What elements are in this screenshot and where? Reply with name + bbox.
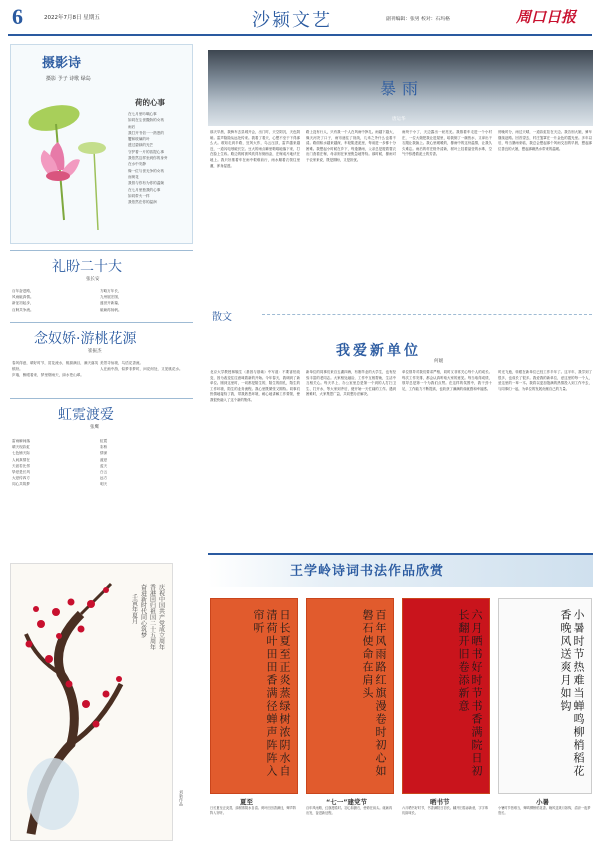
verse-line: 百年奋进路， [12, 289, 34, 293]
calligraphy-work-3 [402, 598, 490, 794]
poem-line: 如同在尘世撒娇的女孩 [128, 118, 164, 123]
poem-line: 雨后 [128, 124, 136, 129]
poem-line: 像一位与世无争的女孩 [128, 168, 164, 173]
poem-author-3: 张鹰 [90, 425, 99, 430]
poem-line: 我依然在你的温润 [128, 200, 157, 205]
essay-col-1: 北京大学教授林毓生《基因与基础》中写道：不要害怕改变，因为改变往往意味着新的开始。今年春天，我调到了新单位。刚到这里时，一切都是陌生的，陌生的面孔，陌生的工作环境，陌生的业务流程。我心里既紧张又期待。同事们热情地接待了我，带我熟悉环境，耐心地讲解工作要领，使我很快融入了这个新的集体。 [210, 370, 300, 402]
verse-line: 晴天现彩虹 [12, 445, 30, 450]
verse-line: 情深 [100, 451, 108, 456]
verse-line: 美景寻仙境，鸟语花香流。 [100, 361, 144, 365]
poem-title-3: 虹霓渡爱 [58, 407, 114, 423]
verse-line: 远方 [100, 476, 108, 481]
storm-col-4: 傍晚时分，雨过天晴，一道彩虹挂在天边。我告别大娘，骑车继续赶路。回首望去，村庄笼罩在一片金色的霞光里。多年以后，每当暴雨来临，我总会想起那个风雨交加的早晨，想起那位善良的大娘，想起那碗热水带来的温暖。 [498, 130, 592, 151]
calligraphy-work-1 [210, 598, 298, 794]
verse-line: 同心共筑梦 [12, 482, 30, 487]
calligraphy-caption-2: 百年风雨路，红旗漫卷时。初心如磐石，使命在肩头。砥砺再出发，奋进新征程。 [306, 806, 393, 815]
essay-col-4: 时光飞逝，转眼在新单位已经工作半年了。这半年，我学到了很多，也成长了很多。我爱我的新单位，爱这里的每一个人，爱这里的一草一木。我将以更加饱满的热情投入到工作中去，与同事们一起，为单位的发展贡献自己的力量。 [498, 370, 592, 391]
poem-line: 守护着一片的菩提心事 [128, 149, 164, 154]
editor-credit: 副刊编辑：张男 校对：石玛格 [386, 17, 450, 22]
calligraphy-work-4 [498, 598, 592, 794]
verse-line: 新征初起步， [12, 301, 34, 306]
poem-verses-3 [12, 438, 192, 488]
svg-text:壬寅年夏月: 壬寅年夏月 [130, 594, 138, 624]
verse-line: 人间真情在 [12, 457, 30, 462]
verse-line: 砥砺再扬帆。 [100, 307, 122, 312]
storm-title: 暴雨 [380, 79, 425, 98]
verse-line: 方略万年长， [100, 289, 122, 293]
poem-title-1: 礼盼二十大 [52, 259, 122, 275]
storm-col-3: 雨终于小了，天边露出一丝亮光。我推着车走进一个小村庄，一位大娘把我让进屋里，给我倒了一碗热水，又拿出干衣服让我换上。我心里暖暖的，暴雨中的这份温情，让我久久难忘。雨后的村庄格外清新，树叶上挂着晶莹的水珠，空气中弥漫着泥土的芳香。 [402, 130, 492, 157]
verse-line: 虹霓 [100, 439, 108, 443]
poem-title-2: 念奴娇·游桃花源 [34, 331, 137, 347]
poem-body [128, 111, 190, 205]
verse-line: 七色铺天际 [12, 451, 30, 456]
calligraphy-glyphs-1: 日长夏至正炎蒸绿树浓阴水自清荷叶田田香满径蝉声阵阵入帘听 [252, 609, 291, 778]
verse-line: 天涯若比邻 [12, 463, 30, 468]
svg-text:香港回归祖国二十五周年: 香港回归祖国二十五周年 [148, 584, 156, 650]
poem-line: 我依然这样坐到你的身旁 [128, 156, 168, 161]
storm-author: 唐运华 [392, 117, 406, 122]
verse-line: 庐墙，醉眼看来，梦里烟雨天，绿水苍山翠。 [12, 373, 84, 378]
essay-col-2: 新单位的同事们来自五湖四海，有刚毕业的大学生，也有经验丰富的老同志。大家相处融洽，工作中互相帮助，生活中互相关心。每天早上，办公室里总是第一个到的人打扫卫生、打开水，等大家到齐后，便开始一天忙碌的工作。遇到困难时，大家集思广益，共同想办法解决。 [306, 370, 396, 397]
calligraphy-glyphs-4: 小暑时节热难当蝉鸣柳梢稻花香晚风送爽月如钩 [559, 609, 585, 778]
calligraphy-caption-3: 六月晒书好时节，书香满院日初长。翻开旧卷添新意，字字珠玑韵味长。 [402, 806, 489, 815]
section-title: 沙颍文艺 [252, 10, 332, 31]
verse-line: 百舸共争流。 [12, 307, 34, 312]
verse-line: 明天 [100, 482, 108, 487]
storm-col-2: 路上没有行人，只有我一个人在风雨中挣扎。雨越下越大，像天河决了口子，雨帘遮住了视线，几米之外什么也看不清。路面积水越来越深，车轮陷进泥里，每前进一步都十分困难。我想起小时候在乡下，每逢暴雨，父亲总是披着蓑衣出门查看庄稼，母亲则在家里焦急地等待。那时候，暴雨对于农家来说，既是期盼，又是担忧。 [306, 130, 396, 162]
masthead-rule [8, 34, 592, 36]
svg-text:奋进新时代同心筑梦: 奋进新时代同心筑梦 [139, 584, 147, 638]
lotus-photo [14, 90, 124, 240]
calligraphy-glyphs-2: 百年风雨路红旗漫卷时初心如磐石使命在肩头 [361, 609, 387, 778]
newspaper-logo: 周口日报 [516, 8, 577, 26]
calligraphy-title-2: “七一”建党节 [326, 798, 368, 806]
verse-line: 彩桥 [100, 445, 108, 450]
verse-line: 渡爱 [100, 457, 108, 462]
verse-line: 白云 [100, 470, 108, 475]
verse-line: 人在画中游，似梦非梦时，问花何处，又见桃花水。 [100, 367, 183, 372]
poem-line: 在七月里吟哦心事 [128, 112, 157, 116]
verse-line: 雷雨瞬间落 [12, 439, 30, 443]
poem-line: 在水中安静 [128, 162, 146, 167]
verse-line: 盛世开新篇， [100, 301, 122, 306]
photo-poem-credits: 摄影 予子 诗歌 绿岛 [46, 76, 91, 82]
divider [10, 250, 193, 251]
page-number: 6 [12, 4, 23, 29]
poem-line: 我曾与你有为你的温婉 [128, 181, 164, 186]
calligraphy-banner-title: 王学岭诗词书法作品欣赏 [290, 564, 445, 579]
poem-title: 荷的心事 [135, 98, 165, 107]
verse-line: 挚爱是长风 [12, 470, 30, 475]
poem-line: 我打开书信一一熟悉的 [128, 130, 164, 135]
verse-line: 春风得意，晴好时节，赏花流水，桃源满目，满天落英缤纷。 [12, 361, 99, 372]
storm-col-1: 那天早晨，我骑车去县城开会，出门时，天空阴沉，天色阴暗。雷声隐隐从远处传来。我看了看天，心想不至于下得那么大。谁知走到半路，狂风大作，乌云压顶，雷声越来越近，一道闪电划破长空。豆大的雨点噼里啪啦地落下来，打在脸上生疼。路边的树被风吹得东倒西歪，庄稼成片地伏在地上。我只好推着车在雨中艰难前行，雨水顺着衣领往里灌，浑身湿透。 [210, 130, 300, 168]
painting-caption: 刘新作品 [179, 790, 184, 806]
essay-author: 何媛 [434, 359, 444, 364]
svg-text:庆祝中国共产党成立周年: 庆祝中国共产党成立周年 [157, 584, 165, 650]
divider [10, 398, 193, 399]
calligraphy-title-1: 夏至 [240, 798, 253, 806]
essay-title: 我爱新单位 [336, 343, 421, 359]
poem-line: 而荷花 [128, 174, 139, 179]
poem-line: 在七月里独我的心事 [128, 187, 161, 192]
calligraphy-glyphs-3: 六月晒书好时节书香满院日初长翻开旧卷添新意 [457, 609, 483, 778]
poem-line: 如同带火一样 [128, 193, 150, 198]
verse-line: 蓝天 [100, 463, 108, 468]
poem-verses-2 [12, 360, 192, 379]
verse-line: 九州展宏图， [100, 295, 122, 300]
poem-line: 透过碧绿的光芒 [128, 143, 154, 148]
plum-blossom-art [11, 564, 174, 842]
calligraphy-title-4: 小暑 [536, 798, 549, 806]
photo-poem-title: 摄影诗 [42, 56, 82, 71]
poem-verses-1 [12, 288, 192, 313]
calligraphy-work-2 [306, 598, 394, 794]
essay-section-tag: 散文 [212, 312, 232, 323]
calligraphy-caption-1: 日长夏至正炎蒸，绿树浓阴水自清。荷叶田田香满径，蝉声阵阵入帘听。 [210, 806, 297, 815]
poem-author-1: 张长安 [86, 277, 100, 282]
verse-line: 风雨砥真情。 [12, 295, 34, 300]
poem-line: 蟹和玻璃的叶 [128, 137, 150, 142]
essay-dashline [262, 314, 592, 315]
verse-line: 大爱传四方 [12, 476, 30, 481]
calligraphy-title-3: 晒书节 [430, 798, 450, 806]
poem-author-2: 崔振杰 [88, 349, 102, 354]
plum-painting [10, 563, 173, 841]
dateline: 2022年7月8日 星期五 [44, 15, 100, 21]
divider [10, 322, 193, 323]
essay-col-3: 单位领导对我们要求严格，同时又非常关心每个人的成长。每次工作安排，都会认真听取大家的意见。每当取得成绩，领导总是第一个为我们点赞。在这样的氛围中，我干劲十足，工作能力不断提高，也收获了满满的成就感和幸福感。 [402, 370, 492, 391]
calligraphy-caption-4: 小暑时节热难当，蝉鸣柳梢稻花香。晚风送爽月如钩，清凉一夜梦悠长。 [498, 806, 591, 815]
